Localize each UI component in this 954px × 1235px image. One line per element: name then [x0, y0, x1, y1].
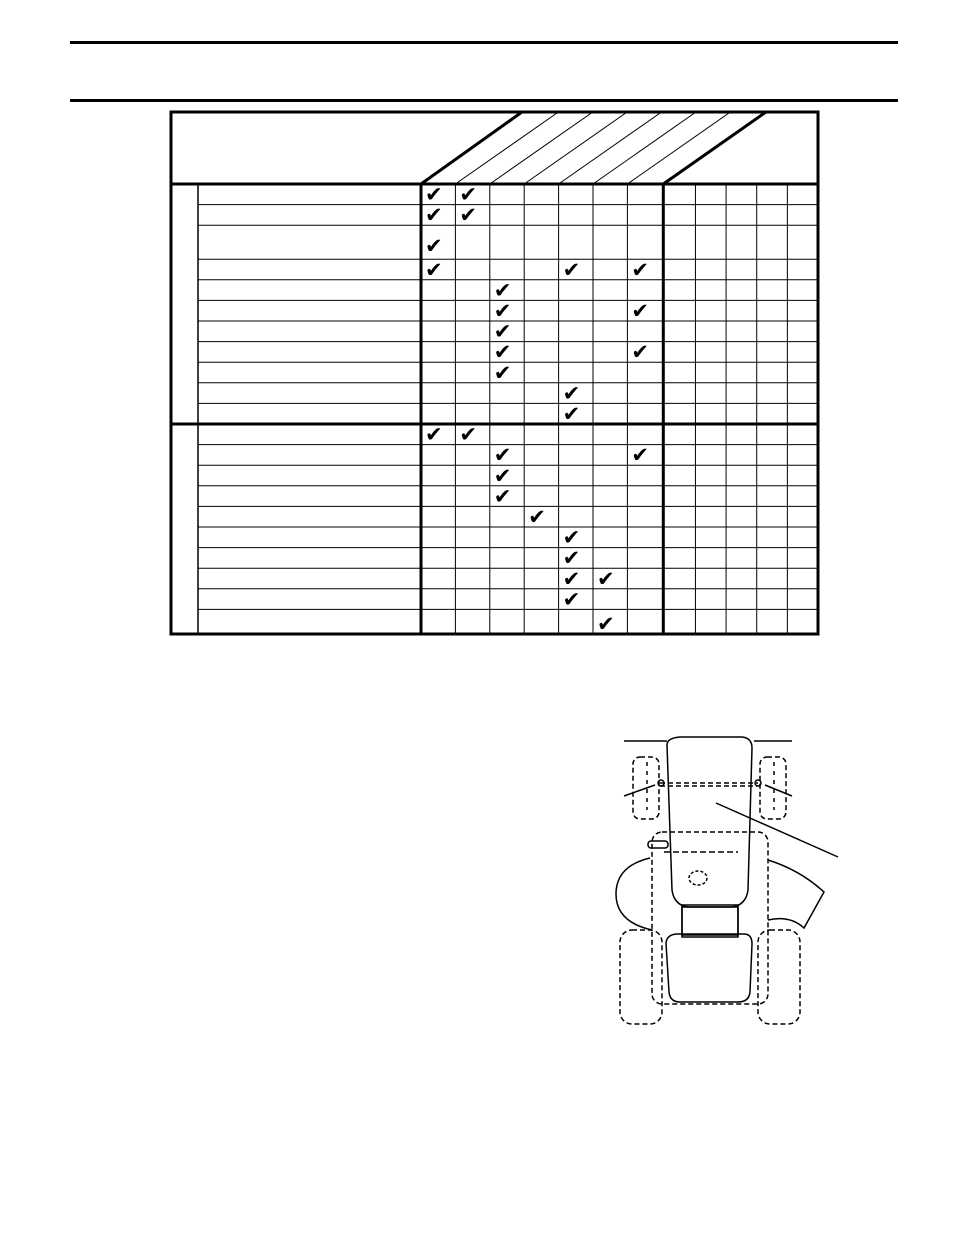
- leader-hood: [716, 803, 838, 857]
- check-mark: ✔: [425, 203, 443, 228]
- check-mark: ✔: [631, 257, 650, 282]
- check-mark: ✔: [562, 525, 581, 550]
- check-mark: ✔: [562, 257, 581, 282]
- lift-lever: [648, 841, 668, 848]
- check-mark: ✔: [597, 566, 615, 591]
- check-mark: ✔: [493, 484, 512, 509]
- check-mark: ✔: [459, 422, 478, 447]
- check-mark: ✔: [528, 505, 546, 529]
- check-mark: ✔: [425, 257, 443, 282]
- hood: [667, 737, 752, 907]
- check-mark: ✔: [631, 443, 650, 468]
- leader-left: [624, 785, 655, 796]
- check-mark: ✔: [425, 182, 443, 207]
- check-mark: ✔: [425, 234, 443, 259]
- frame-center: [682, 907, 738, 935]
- check-mark: ✔: [493, 299, 512, 323]
- fuel-cap: [689, 871, 707, 885]
- rear-wheel-left: [620, 930, 662, 1024]
- leader-right: [765, 785, 792, 796]
- rear-wheel-right: [758, 930, 800, 1024]
- check-mark: ✔: [562, 566, 581, 591]
- check-mark: ✔: [597, 612, 615, 636]
- check-mark: ✔: [493, 463, 512, 488]
- seat: [666, 934, 752, 1002]
- check-mark: ✔: [459, 182, 478, 207]
- check-mark: ✔: [631, 340, 650, 365]
- check-mark: ✔: [493, 319, 512, 344]
- check-mark: ✔: [562, 587, 581, 612]
- check-mark: ✔: [493, 340, 512, 365]
- check-mark: ✔: [562, 546, 581, 571]
- check-mark: ✔: [631, 299, 650, 323]
- grass-catcher-left: [616, 858, 652, 930]
- check-mark: ✔: [562, 381, 581, 406]
- check-mark: ✔: [493, 278, 512, 303]
- check-mark: ✔: [493, 360, 512, 385]
- check-mark: ✔: [562, 402, 581, 426]
- check-mark: ✔: [493, 443, 512, 468]
- check-mark: ✔: [459, 203, 478, 228]
- discharge-chute: [768, 860, 824, 928]
- check-mark: ✔: [425, 422, 443, 447]
